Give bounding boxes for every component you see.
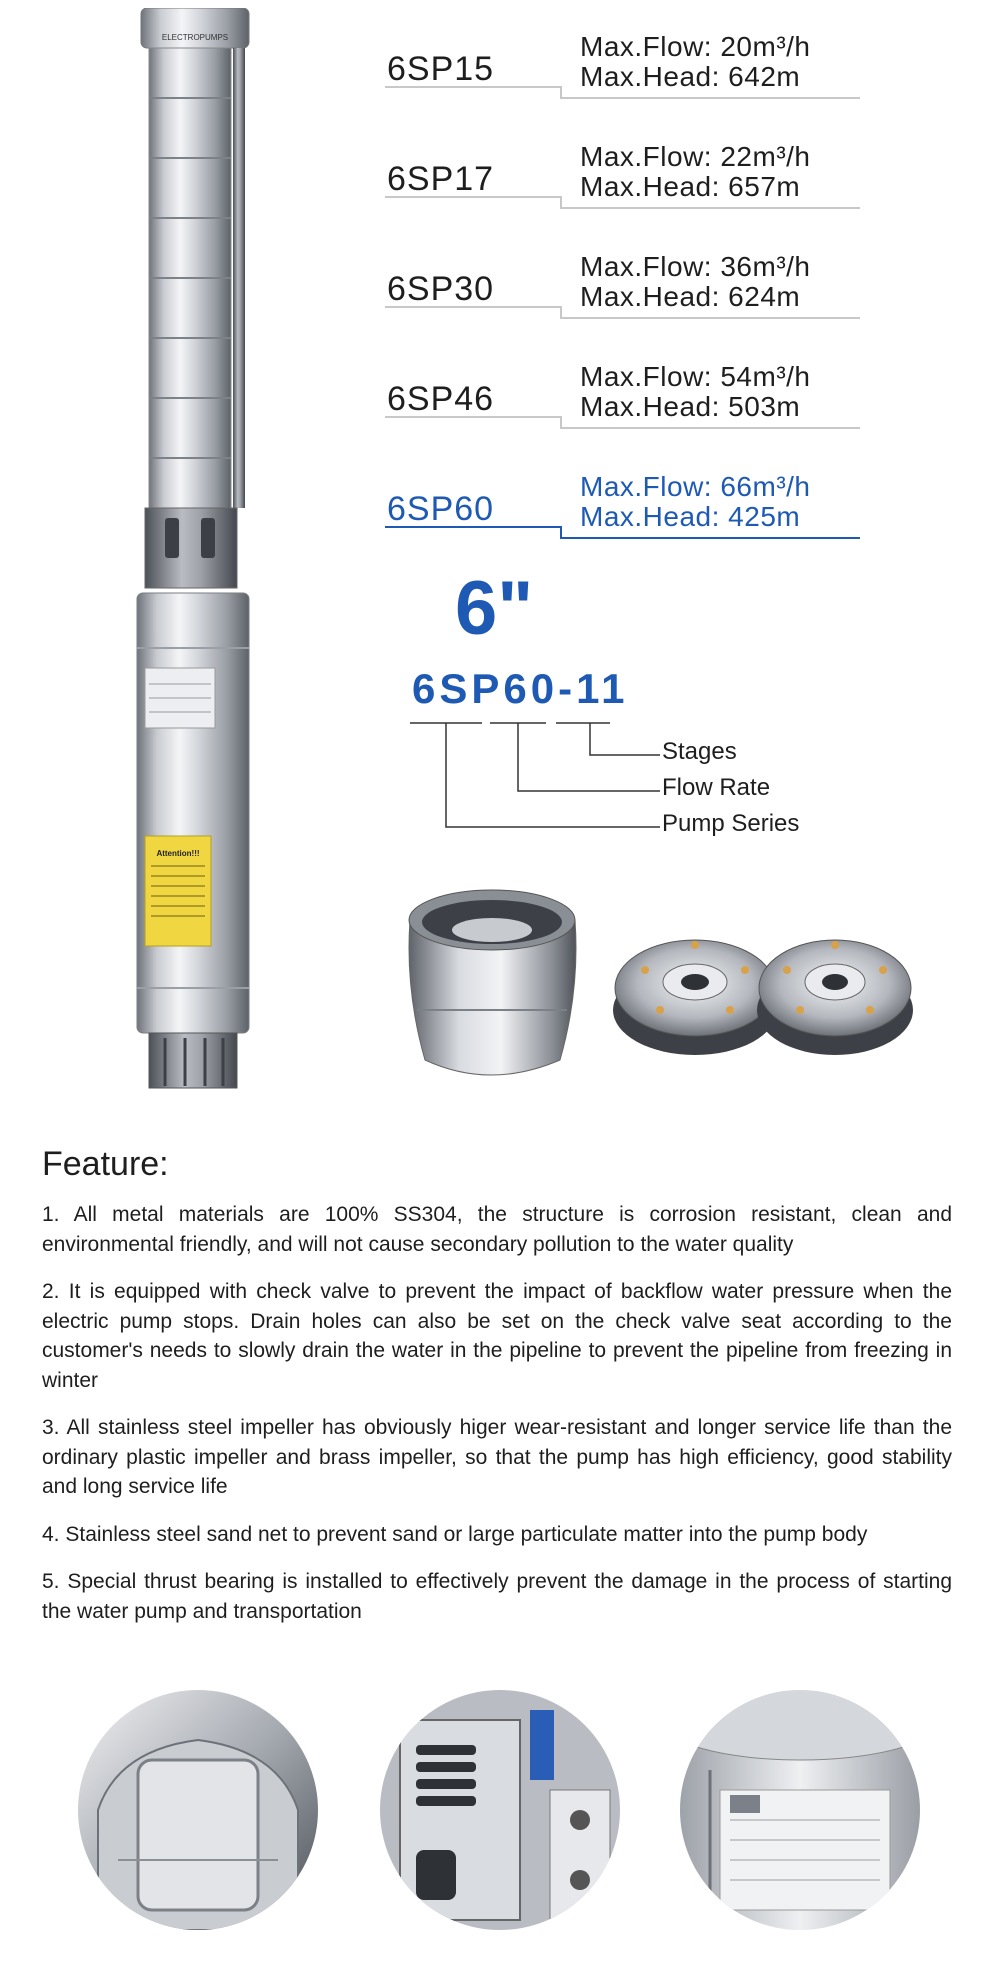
feature-item: 3. All stainless steel impeller has obviously higer wear-resistant and longer service life than the ordinary plastic impeller and brass impeller, so that the pump has high efficiency, good stability and long service life [42,1416,952,1498]
detail-image [380,1690,620,1930]
max-head: Max.Head: 503m [580,391,801,422]
impeller-image [613,940,777,1055]
max-flow: Max.Flow: 66m³/h [580,471,811,502]
divider [385,196,560,198]
model-name: 6SP46 [387,380,495,418]
model-spec [580,142,811,202]
submersible-pump-image [135,8,255,1098]
model-spec [580,252,811,312]
max-flow: Max.Flow: 54m³/h [580,361,811,392]
pump-parts-images [395,870,915,1100]
pump-illustration [135,8,255,1098]
divider [560,537,860,539]
model-spec [580,32,811,92]
divider [560,207,860,209]
divider [385,526,560,528]
divider [385,306,560,308]
detail-photo-cable-guard [78,1690,318,1930]
model-code: 6SP60-11 [412,665,629,712]
feature-item: 2. It is equipped with check valve to prevent the impact of backflow water pressure when the electric pump stops. Drain holes can also be set on the check valve seat according to the customer's needs to slowly drain the water in the pipeline to prevent the pipeline from freezing in winter [42,1280,952,1392]
model-code-diagram [410,665,850,845]
max-flow: Max.Flow: 22m³/h [580,141,811,172]
max-head: Max.Head: 657m [580,171,801,202]
detail-image [78,1690,318,1930]
feature-heading: Feature: [42,1145,169,1183]
pump-brand-text: ELECTROPUMPS [161,33,229,42]
max-head: Max.Head: 425m [580,501,801,532]
divider [560,317,860,319]
detail-image [680,1690,920,1930]
detail-photo-nameplate [680,1690,920,1930]
impeller-image [757,940,913,1055]
legend-stages: Stages [662,738,737,765]
model-row-6sp17 [385,130,860,230]
divider [385,416,560,418]
max-head: Max.Head: 624m [580,281,801,312]
model-row-6sp46 [385,350,860,450]
legend-flow-rate: Flow Rate [662,774,771,801]
model-row-6sp15 [385,20,860,120]
model-row-6sp60 [385,460,860,560]
feature-item: 1. All metal materials are 100% SS304, the structure is corrosion resistant, clean and environmental friendly, and will not cause secondary pollution to the water quality [42,1203,952,1256]
divider [560,97,860,99]
model-spec [580,362,811,422]
model-name: 6SP17 [387,160,495,198]
feature-item: 5. Special thrust bearing is installed to effectively prevent the damage in the process of starting the water pump and transportation [42,1570,952,1623]
size-title: 6" [455,566,534,651]
model-row-6sp30 [385,240,860,340]
model-spec [580,472,811,532]
feature-list [42,1200,952,1644]
divider [560,427,860,429]
feature-item: 4. Stainless steel sand net to prevent sand or large particulate matter into the pump body [42,1522,868,1546]
model-name: 6SP60 [387,490,495,528]
warning-label-heading: Attention!!! [156,849,200,858]
max-flow: Max.Flow: 20m³/h [580,31,811,62]
max-head: Max.Head: 642m [580,61,801,92]
detail-photo-intake [380,1690,620,1930]
divider [385,86,560,88]
model-name: 6SP30 [387,270,495,308]
diffuser-bowl-image [409,890,576,1075]
impeller-photos [395,870,915,1100]
max-flow: Max.Flow: 36m³/h [580,251,811,282]
model-name: 6SP15 [387,50,495,88]
legend-pump-series: Pump Series [662,810,800,837]
